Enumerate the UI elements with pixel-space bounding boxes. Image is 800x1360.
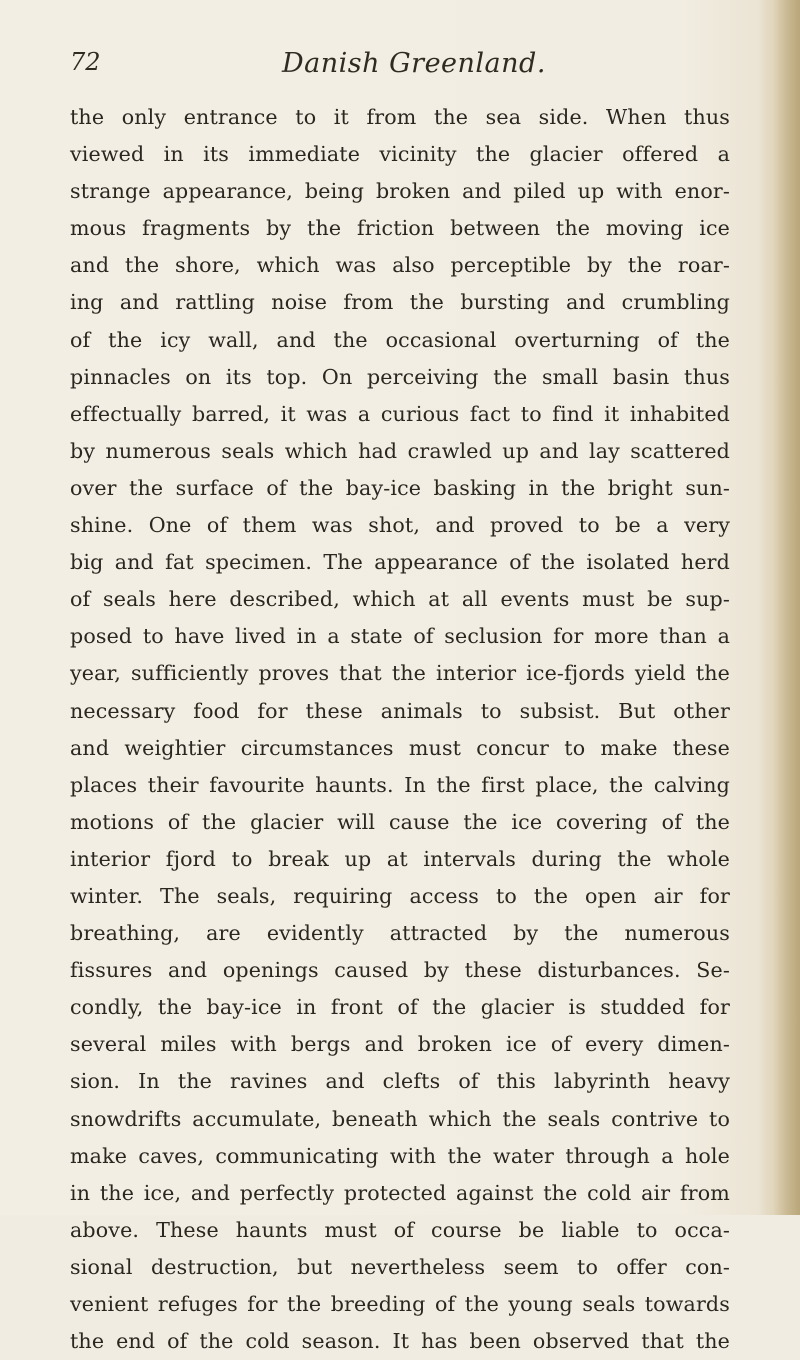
- text-line: pinnacles on its top. On perceiving the small basin thus: [70, 364, 730, 389]
- text-line: strange appearance, being broken and piled up with enor-: [70, 179, 730, 204]
- text-line: and the shore, which was also perceptible by the roar-: [70, 253, 730, 278]
- text-line: of the icy wall, and the occasional overturning of the: [70, 327, 730, 352]
- text-line: by numerous seals which had crawled up and lay scattered: [70, 438, 730, 463]
- text-line: over the surface of the bay-ice basking in the bright sun-: [70, 475, 730, 500]
- text-line: snowdrifts accumulate, beneath which the seals contrive to: [70, 1106, 730, 1131]
- text-line: necessary food for these animals to subsist. But other: [70, 698, 730, 723]
- text-line: venient refuges for the breeding of the young seals towards: [70, 1292, 730, 1316]
- text-line: mous fragments by the friction between the moving ice: [70, 216, 730, 241]
- text-line: sion. In the ravines and clefts of this labyrinth heavy: [70, 1069, 730, 1094]
- text-line: the only entrance to it from the sea side. When thus: [70, 105, 730, 129]
- text-line: motions of the glacier will cause the ice covering of the: [70, 809, 730, 834]
- text-line: places their favourite haunts. In the first place, the calving: [70, 772, 730, 797]
- text-line: interior fjord to break up at intervals during the whole: [70, 846, 730, 871]
- text-line: several miles with bergs and broken ice of every dimen-: [70, 1032, 730, 1057]
- page-header: [0, 48, 800, 88]
- text-line: breathing, are evidently attracted by the numerous: [70, 921, 730, 946]
- text-line: winter. The seals, requiring access to the open air for: [70, 883, 730, 908]
- text-line: posed to have lived in a state of seclusion for more than a: [70, 624, 730, 649]
- text-line: condly, the bay-ice in front of the glacier is studded for: [70, 995, 730, 1020]
- page-edge-shadow: [758, 0, 800, 1215]
- text-line: big and fat specimen. The appearance of the isolated herd: [70, 550, 730, 575]
- text-line: ing and rattling noise from the bursting and crumbling: [70, 290, 730, 315]
- body-paragraph: [70, 99, 730, 1360]
- page-number: 72: [70, 48, 101, 76]
- text-line: in the ice, and perfectly protected against the cold air from: [70, 1180, 730, 1205]
- running-title: Danish Greenland.: [282, 48, 546, 79]
- text-line: and weightier circumstances must concur to make these: [70, 735, 730, 760]
- text-line: viewed in its immediate vicinity the glacier offered a: [70, 142, 730, 167]
- text-line: year, sufficiently proves that the interior ice-fjords yield the: [70, 661, 730, 686]
- text-line: fissures and openings caused by these disturbances. Se-: [70, 958, 730, 983]
- text-line: sional destruction, but nevertheless seem to offer con-: [70, 1254, 730, 1279]
- text-line: of seals here described, which at all events must be sup-: [70, 587, 730, 612]
- text-line: above. These haunts must of course be liable to occa-: [70, 1217, 730, 1242]
- text-line: make caves, communicating with the water through a hole: [70, 1143, 730, 1168]
- text-line: the end of the cold season. It has been observed that the: [70, 1329, 730, 1354]
- text-line: effectually barred, it was a curious fact to find it inhabited: [70, 401, 730, 426]
- text-line: shine. One of them was shot, and proved to be a very: [70, 513, 730, 538]
